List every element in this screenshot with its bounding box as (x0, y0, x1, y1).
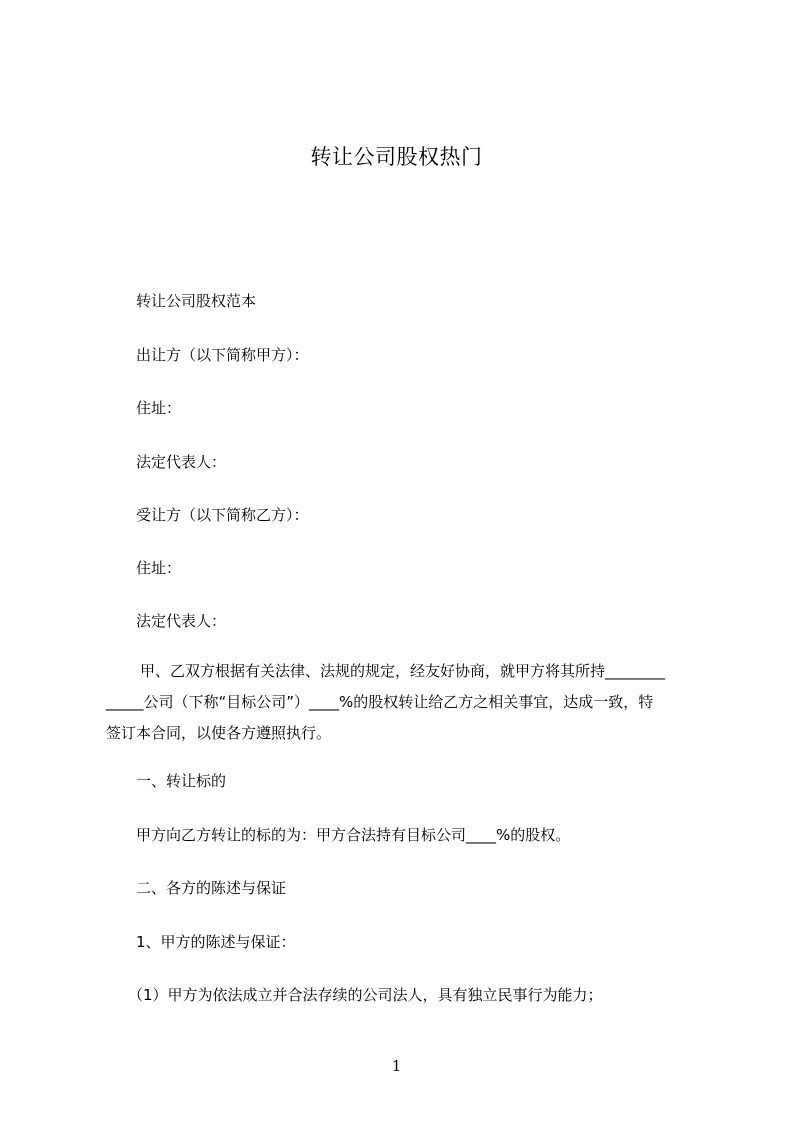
page-number: 1 (391, 1057, 402, 1075)
preamble-line-1: 甲、乙双方根据有关法律、法规的规定，经友好协商，就甲方将其所持________ (140, 662, 666, 680)
preamble-line-2: _____公司（下称“目标公司”）____%的股权转让给乙方之相关事宜，达成一致，特 (106, 693, 654, 711)
preamble-paragraph (106, 656, 696, 749)
preamble-line-3: 签订本合同，以使各方遵照执行。 (106, 724, 332, 742)
document-title: 转让公司股权热门 (310, 145, 483, 169)
transferor-label: 出让方（以下简称甲方）： (136, 346, 309, 364)
section-1-heading: 一、转让标的 (136, 772, 227, 790)
transferee-label: 受让方（以下简称乙方）： (136, 506, 309, 524)
section-1-text: 甲方向乙方转让的标的为：甲方合法持有目标公司____%的股权。 (136, 826, 571, 844)
transferee-legal-rep-label: 法定代表人： (136, 612, 227, 630)
section-2-heading: 二、各方的陈述与保证 (136, 879, 287, 897)
transferee-address-label: 住址： (136, 559, 182, 577)
section-2-subheading-1: 1、甲方的陈述与保证： (136, 933, 296, 951)
transferor-legal-rep-label: 法定代表人： (136, 453, 227, 471)
transferor-address-label: 住址： (136, 399, 182, 417)
section-2-item-1: （1）甲方为依法成立并合法存续的公司法人，具有独立民事行为能力； (128, 986, 603, 1004)
template-subtitle: 转让公司股权范本 (136, 292, 257, 310)
